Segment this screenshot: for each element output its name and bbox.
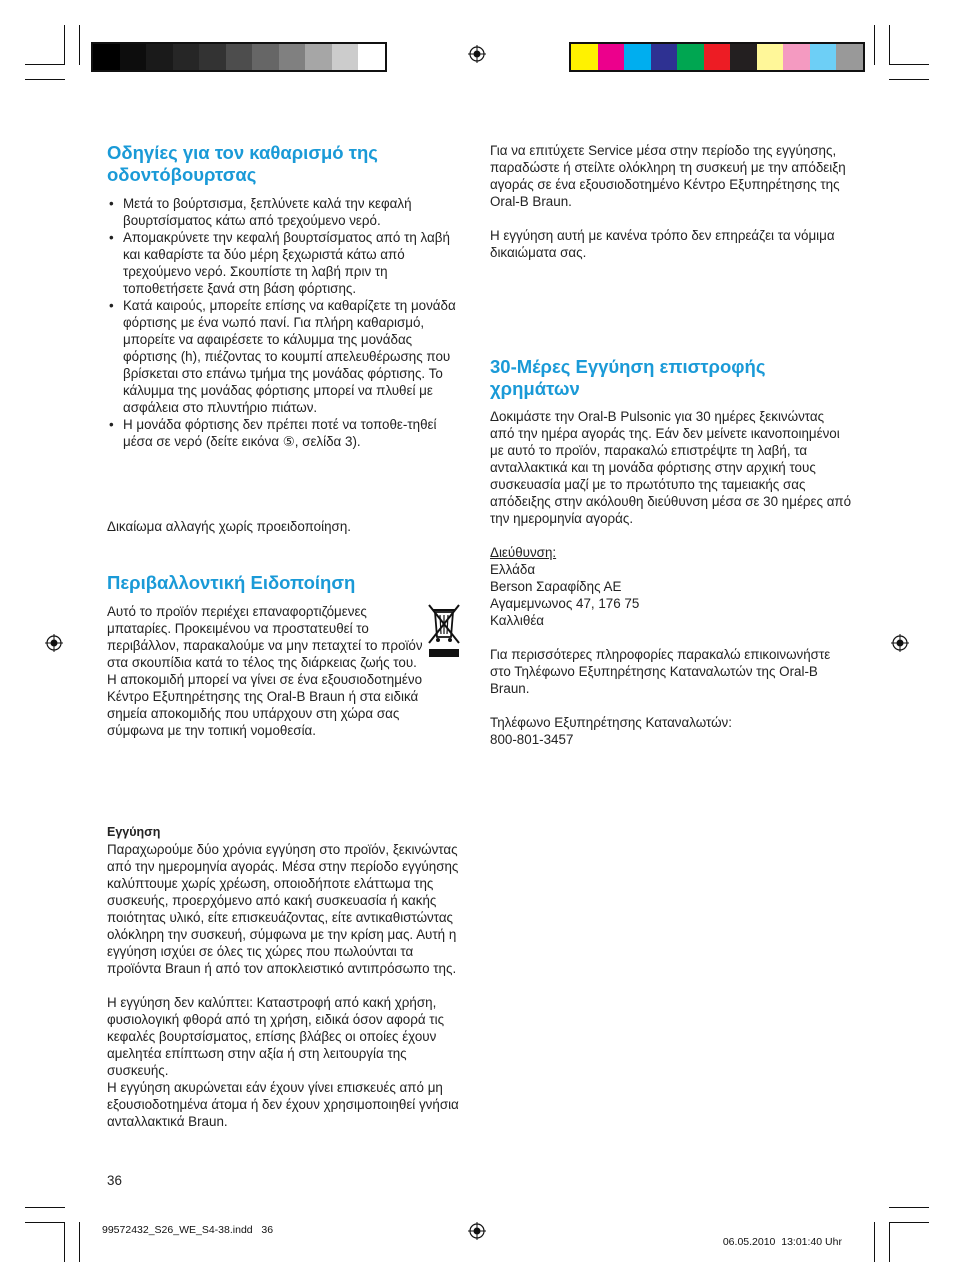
color-swatch (120, 44, 147, 70)
grey-swatch-bar (91, 42, 387, 72)
phone-number: 800-801-3457 (490, 732, 574, 747)
list-item: • Μετά το βούρτσισμα, ξεπλύνετε καλά την κεφαλή βουρτσίσματος κάτω από τρεχούμενο νερό. (107, 195, 464, 229)
color-swatch (810, 44, 837, 70)
color-swatch (836, 44, 863, 70)
address-label: Διεύθυνση: (490, 545, 557, 560)
address-line: Καλλιθέα (490, 613, 545, 628)
change-notice: Δικαίωμα αλλαγής χωρίς προειδοποίηση. (107, 519, 351, 534)
crop-mark (874, 1222, 875, 1262)
footer-time-text: 13:01:40 Uhr (781, 1236, 842, 1248)
color-swatch (704, 44, 731, 70)
environment-text: Αυτό το προϊόν περιέχει επαναφορτιζόμενες μπαταρίες. Προκειμένου να προστατευθεί το περιβάλλον, παρακαλούμε να μην πεταχτεί το προϊόν στα σκουπίδια κατά το τέλος της διάρκειας ζωής του. Η αποκομιδή μπορεί να γίνει σε ένα εξουσιοδοτημένο Κέντρο Εξυπηρέτησης της Oral-B Braun ή στα ειδικά σημεία αποκομιδής που υπάρχουν στη χώρα σας σύμφωνα με την τοπική νομοθεσία. (107, 604, 423, 738)
left-column (107, 142, 464, 450)
page-number: 36 (107, 1173, 122, 1188)
color-swatch-bar (569, 42, 865, 72)
color-swatch (279, 44, 306, 70)
crop-mark (25, 1207, 65, 1208)
rights-paragraph: Η εγγύηση αυτή με κανένα τρόπο δεν επηρεάζει τα νόμιμα δικαιώματα σας. (490, 228, 835, 260)
money-back-paragraph: Δοκιμάστε την Oral-B Pulsonic για 30 ημέρες ξεκινώντας από την ημέρα αγοράς της. Εάν δεν μείνετε ικανοποιημένοι με αυτό το προϊόν, παρακαλώ επιστρέψτε τη λαβή, τα ανταλλακτικά και τη μονάδα φόρτισης στην αρχική τους συσκευασία μαζί με το πρωτότυπο της ταμειακής σας απόδειξης στην ακόλουθη διεύθυνση μέσα σε 30 ημέρες από την ημερομηνία αγοράς. (490, 409, 852, 526)
footer-file: 99572432_S26_WE_S4-38.indd 36 (102, 1224, 274, 1236)
registration-mark-icon (45, 634, 63, 652)
color-swatch (358, 44, 385, 70)
color-swatch (730, 44, 757, 70)
color-swatch (677, 44, 704, 70)
color-swatch (199, 44, 226, 70)
crop-mark (874, 25, 875, 65)
crop-mark (25, 79, 65, 80)
footer-date (717, 1224, 842, 1248)
registration-mark-icon (468, 1222, 486, 1240)
footer-date-text: 06.05.2010 (722, 1236, 776, 1248)
crop-mark (889, 1207, 929, 1208)
list-item: • Κατά καιρούς, μπορείτε επίσης να καθαρίζετε τη μονάδα φόρτισης με ένα νωπό πανί. Για πλήρη καθαρισμό, μπορείτε να αφαιρέσετε το κάλυμμα της μονάδας φόρτισης (h), πιέζοντας το κουμπί απελευθέρωσης που βρίσκεται στο επάνω τμήμα της μονάδας φόρτισης. Το κάλυμμα της μονάδας φόρτισης μπορεί να πλυθεί με ασφάλεια στο πλυντήριο πιάτων. (107, 297, 464, 416)
color-swatch (624, 44, 651, 70)
color-swatch (305, 44, 332, 70)
color-swatch (783, 44, 810, 70)
warranty-heading: Εγγύηση (107, 825, 161, 839)
color-swatch (651, 44, 678, 70)
list-item: • Η μονάδα φόρτισης δεν πρέπει ποτέ να τοποθε-τηθεί μέσα σε νερό (δείτε εικόνα ⑤, σελίδα 3). (107, 416, 464, 450)
color-swatch (332, 44, 359, 70)
phone-label: Τηλέφωνο Εξυπηρέτησης Καταναλωτών: (490, 715, 732, 730)
crop-mark (889, 1222, 929, 1223)
service-paragraph: Για να επιτύχετε Service μέσα στην περίοδο της εγγύησης, παραδώστε ή στείλτε ολόκληρη τη συσκευή με την απόδειξη αγοράς σε ένα εξουσιοδοτημένο Κέντρο Εξυπηρέτησης της Oral-B Braun. (490, 143, 846, 209)
money-back-title: 30-Μέρες Εγγύηση επιστροφής χρημάτων (490, 356, 766, 399)
color-swatch (226, 44, 253, 70)
color-swatch (146, 44, 173, 70)
crop-mark (25, 1222, 65, 1223)
warranty-paragraph: Η εγγύηση δεν καλύπτει: Καταστροφή από κακή χρήση, φυσιολογική φθορά από τη χρήση, ειδικά όσον αφορά τις κεφαλές βουρτσίσματος, επίσης βλάβες οι οποίες έχουν αμελητέα επίπτωση στην αξία ή στη λειτουργία της συσκευής. (107, 995, 445, 1078)
color-swatch (598, 44, 625, 70)
color-swatch (93, 44, 120, 70)
crop-mark (889, 79, 929, 80)
crop-mark (889, 25, 890, 65)
crop-mark (79, 1222, 80, 1262)
color-swatch (757, 44, 784, 70)
color-swatch (571, 44, 598, 70)
warranty-paragraph: Παραχωρούμε δύο χρόνια εγγύηση στο προϊόν, ξεκινώντας από την ημερομηνία αγοράς. Μέσα στην περίοδο εγγύησης καλύπτουμε χωρίς χρέωση, οποιοδήποτε ελάττωμα της συσκευής, προερχόμενο από κακή συσκευασία ή κακής ποιότητας υλικό, είτε επισκευάζοντας, είτε αντικαθιστώντας ολόκληρη την συσκευή, σύμφωνα με την κρίση μας. Αυτή η εγγύηση ισχύει σε όλες τις χώρες που πωλούνται τα προϊόντα Braun ή από τον αποκλειστικό αντιπρόσωπο της. (107, 842, 459, 976)
crop-mark (64, 25, 65, 65)
warranty-block (107, 824, 464, 1130)
crossed-bin-icon (425, 603, 463, 659)
address-line: Berson Σαραφίδης ΑΕ (490, 579, 622, 594)
right-column-top (490, 142, 852, 261)
cleaning-title: Οδηγίες για τον καθαρισμό της οδοντόβουρτσας (107, 142, 378, 185)
registration-mark-icon (468, 45, 486, 63)
cleaning-list (107, 195, 464, 450)
crop-mark (889, 64, 929, 65)
crop-mark (79, 25, 80, 65)
address-line: Ελλάδα (490, 562, 536, 577)
right-column-bottom (490, 408, 852, 748)
color-swatch (173, 44, 200, 70)
crop-mark (64, 1222, 65, 1262)
crop-mark (25, 64, 65, 65)
environment-title: Περιβαλλοντική Ειδοποίηση (107, 572, 356, 593)
warranty-paragraph: Η εγγύηση ακυρώνεται εάν έχουν γίνει επισκευές από μη εξουσιοδοτημένα άτομα ή δεν έχουν χρησιμοποιηθεί γνήσια ανταλλακτικά Braun. (107, 1080, 459, 1129)
crop-mark (889, 1222, 890, 1262)
info-paragraph: Για περισσότερες πληροφορίες παρακαλώ επικοινωνήστε στο Τηλέφωνο Εξυπηρέτησης Καταναλωτών της Oral-B Braun. (490, 647, 831, 696)
registration-mark-icon (891, 634, 909, 652)
address-line: Αγαμεμνωνος 47, 176 75 (490, 596, 640, 611)
color-swatch (252, 44, 279, 70)
list-item: • Απομακρύνετε την κεφαλή βουρτσίσματος από τη λαβή και καθαρίστε τα δύο μέρη ξεχωριστά κάτω από τρεχούμενο νερό. Σκουπίστε τη λαβή πριν τη τοποθετήσετε ξανά στη βάση φόρτισης. (107, 229, 464, 297)
